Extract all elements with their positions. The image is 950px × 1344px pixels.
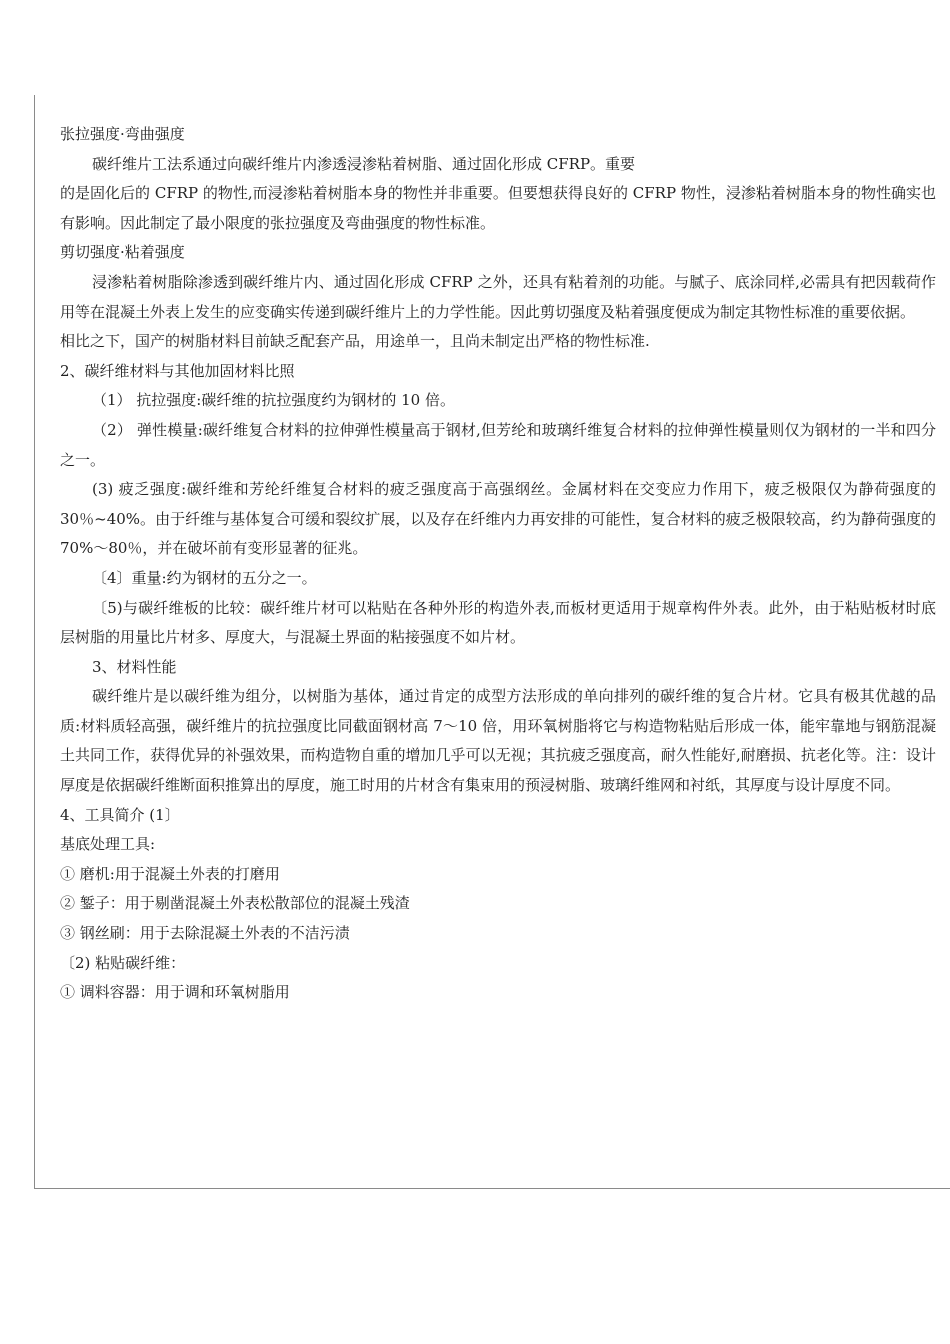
- tool-item-grinder: ① 磨机:用于混凝土外表的打磨用: [60, 864, 280, 883]
- list-item-weight: 〔4〕重量:约为钢材的五分之一。: [92, 568, 317, 587]
- list-item-plate-comparison: 〔5)与碳纤维板的比较：碳纤维片材可以粘贴在各种外形的构造外表,而板材更适用于规章构件外表。此外，由于粘贴板材时底层树脂的用量比片材多、厚度大，与混凝土界面的粘接强度不如片材。: [60, 598, 936, 647]
- heading-tensile-strength: 张拉强度·弯曲强度: [60, 125, 185, 143]
- heading-material-performance: 3、材料性能: [92, 657, 177, 676]
- heading-shear-strength: 剪切强度·粘着强度: [60, 243, 185, 262]
- paragraph-cfrp-properties: 的是固化后的 CFRP 的物性,而浸渗粘着树脂本身的物性并非重要。但要想获得良好的 CFRP 物性，浸渗粘着树脂本身的物性确实也有影响。因此制定了最小限度的张拉强度及弯曲强度的物性标准。: [60, 184, 936, 232]
- heading-tools: 4、工具简介 (1〕: [60, 805, 180, 824]
- heading-material-comparison: 2、碳纤维材料与其他加固材料比照: [60, 361, 295, 380]
- tool-item-wire-brush: ③ 钢丝刷：用于去除混凝土外表的不洁污渍: [60, 924, 350, 943]
- list-item-tensile: （1） 抗拉强度:碳纤维的抗拉强度约为钢材的 10 倍。: [92, 391, 455, 410]
- paragraph-domestic-resin: 相比之下，国产的树脂材料目前缺乏配套产品，用途单一，且尚未制定出严格的物性标准.: [60, 332, 650, 351]
- paragraph-material-performance: 碳纤维片是以碳纤维为组分，以树脂为基体，通过肯定的成型方法形成的单向排列的碳纤维的复合片材。它具有极其优越的品质:材料质轻高强，碳纤维片的抗拉强度比同截面钢材高 7～10 倍，用环氧树脂将它与构造物粘贴后形成一体，能牢靠地与钢筋混凝土共同工作，获得优异的补强效果，而构造物自重的增加几乎可以无视；其抗疲乏强度高，耐久性能好,耐磨损、抗老化等。注：设计厚度是依据碳纤维断面积推算出的厚度，施工时用的片材含有集束用的预浸树脂、玻璃纤维网和衬纸，其厚度与设计厚度不同。: [60, 687, 936, 795]
- paragraph-cfrp-intro: 碳纤维片工法系通过向碳纤维片内渗透浸渗粘着树脂、通过固化形成 CFRP。重要: [92, 154, 636, 173]
- list-item-fatigue: (3) 疲乏强度:碳纤维和芳纶纤维复合材料的疲乏强度高于高强纲丝。金属材料在交变应力作用下，疲乏极限仅为静荷强度的 30％~40%。由于纤维与基体复合可缓和裂纹扩展，以及存在纤维内力再安排的可能性，复合材料的疲乏极限较高，约为静荷强度的 70%～80％，并在破坏前有变形显著的征兆。: [60, 480, 936, 558]
- tool-item-mixing-container: ① 调料容器：用于调和环氧树脂用: [60, 983, 290, 1002]
- heading-base-tools: 基底处理工具:: [60, 835, 156, 854]
- paragraph-adhesive-function: 浸渗粘着树脂除渗透到碳纤维片内、通过固化形成 CFRP 之外，还具有粘着剂的功能。与腻子、底涂同样,必需具有把因载荷作用等在混凝土外表上发生的应变确实传递到碳纤维片上的力学性能。因此剪切强度及粘着强度便成为制定其物性标准的重要依据。: [60, 272, 936, 321]
- list-item-modulus: （2） 弹性模量:碳纤维复合材料的拉伸弹性模量高于钢材,但芳纶和玻璃纤维复合材料的拉伸弹性模量则仅为钢材的一半和四分之一。: [60, 420, 936, 469]
- document-body: [60, 120, 936, 1008]
- heading-paste-carbon-fiber: 〔2) 粘贴碳纤维：: [60, 953, 186, 972]
- tool-item-chisel: ② 錾子：用于剔凿混凝土外表松散部位的混凝土残渣: [60, 894, 410, 913]
